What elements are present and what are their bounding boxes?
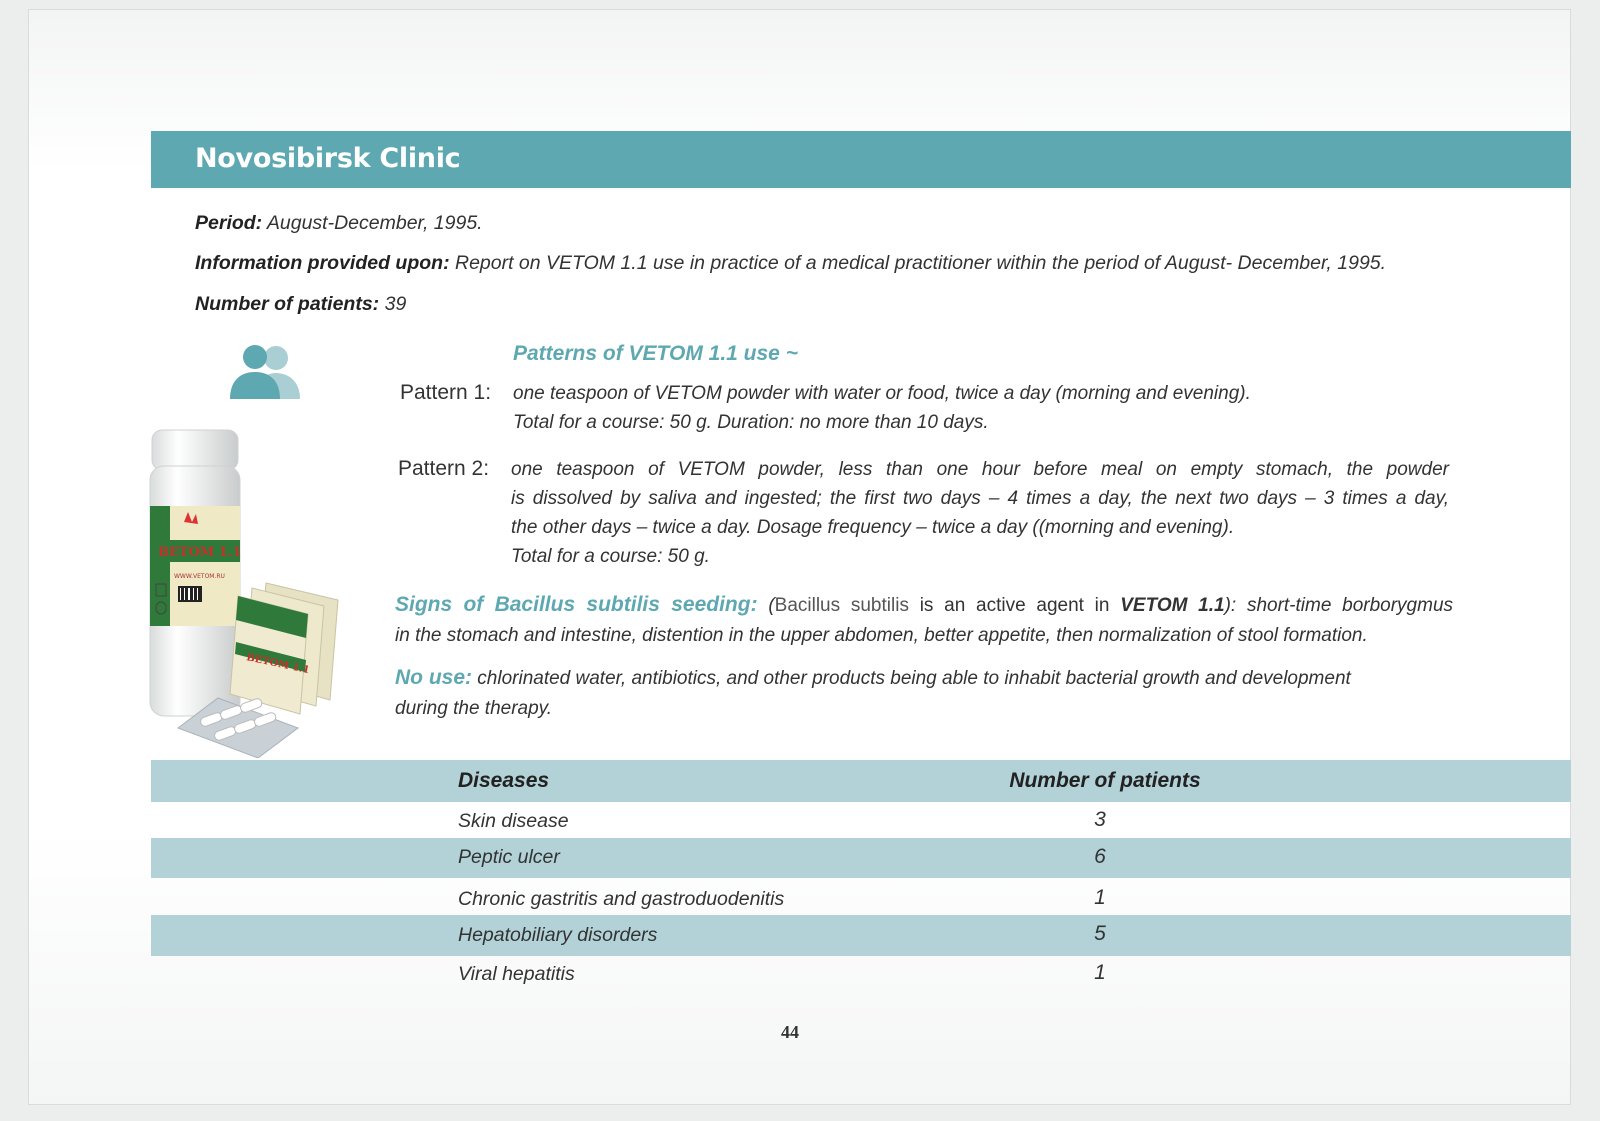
table-header-diseases: Diseases: [458, 769, 550, 792]
table-row-disease: Hepatobiliary disorders: [458, 924, 658, 946]
pattern-2-text: [511, 455, 1449, 571]
pattern-2-line: the other days – twice a day. Dosage frequency – twice a day ((morning and evening).: [511, 517, 1235, 538]
pattern-1-label: Pattern 1:: [400, 381, 492, 404]
table-row-count: 6: [1094, 845, 1106, 868]
table-row-disease: Skin disease: [458, 810, 569, 832]
table-row-count: 1: [1094, 961, 1106, 984]
table-row-disease: Peptic ulcer: [458, 846, 560, 868]
info-label: Information provided upon:: [195, 252, 450, 274]
table-row-band: [151, 838, 1571, 878]
period-value: August-December, 1995.: [262, 212, 483, 234]
signs-rest: ): short-time borborygmus: [1224, 595, 1454, 616]
product-brand-text: ВЕТОМ 1.1: [158, 545, 242, 560]
signs-label: Signs of Bacillus subtilis seeding:: [395, 593, 758, 616]
product-site-text: WWW.VETOM.RU: [174, 573, 225, 580]
svg-text:ВЕТОМ 1.1: ВЕТОМ 1.1: [245, 652, 311, 677]
patients-line: [195, 293, 406, 316]
pattern-2-label: Pattern 2:: [398, 457, 490, 480]
people-icon: [228, 343, 306, 401]
table-row-count: 3: [1094, 808, 1106, 831]
no-use-line-2: during the therapy.: [395, 698, 553, 719]
pattern-2-line: is dissolved by saliva and ingested; the first two days – 4 times a day, the next two days – 3 times a day,: [511, 488, 1449, 509]
pattern-2-line: Total for a course: 50 g.: [511, 546, 710, 567]
page-title: Novosibirsk Clinic: [195, 143, 461, 174]
no-use-text: chlorinated water, antibiotics, and other products being able to inhabit bacterial growth and development: [472, 668, 1351, 689]
table-row-disease: Viral hepatitis: [458, 963, 575, 985]
signs-mid: is an active agent in: [908, 595, 1121, 616]
page-number: 44: [781, 1022, 799, 1042]
no-use-line-1: [395, 663, 1453, 694]
pattern-2-line: one teaspoon of VETOM powder, less than one hour before meal on empty stomach, the powder: [511, 459, 1449, 480]
pattern-1-line: one teaspoon of VETOM powder with water or food, twice a day (morning and evening).: [513, 383, 1251, 404]
table-row-disease: Chronic gastritis and gastroduodenitis: [458, 888, 785, 910]
info-line: [195, 252, 1386, 275]
table-header-band: [151, 760, 1571, 802]
pattern-1-line: Total for a course: 50 g. Duration: no more than 10 days.: [513, 412, 989, 433]
table-header-patients: Number of patients: [1009, 769, 1201, 792]
table-row-count: 1: [1094, 886, 1106, 909]
no-use-label: No use:: [395, 666, 473, 689]
patients-label: Number of patients:: [195, 293, 380, 315]
table-row-count: 5: [1094, 922, 1106, 945]
signs-line-1: [395, 590, 1453, 621]
period-label: Period:: [195, 212, 263, 234]
signs-line-2: in the stomach and intestine, distention in the upper abdomen, better appetite, then normalization of stool formation.: [395, 625, 1368, 646]
no-use-paragraph: [395, 663, 1453, 724]
patterns-title: Patterns of VETOM 1.1 use ~: [513, 342, 798, 365]
signs-species: Bacillus subtilis: [774, 595, 909, 616]
patients-value: 39: [379, 293, 407, 315]
signs-paragraph: [395, 590, 1453, 651]
info-value: Report on VETOM 1.1 use in practice of a medical practitioner within the period of August- December, 1995.: [449, 252, 1387, 274]
period-line: [195, 212, 483, 235]
signs-paren: (: [757, 595, 775, 616]
vetom-product-image: [148, 428, 344, 758]
table-row-band: [151, 915, 1571, 956]
signs-product: VETOM 1.1: [1120, 595, 1225, 616]
pattern-1-text: [513, 379, 1251, 437]
